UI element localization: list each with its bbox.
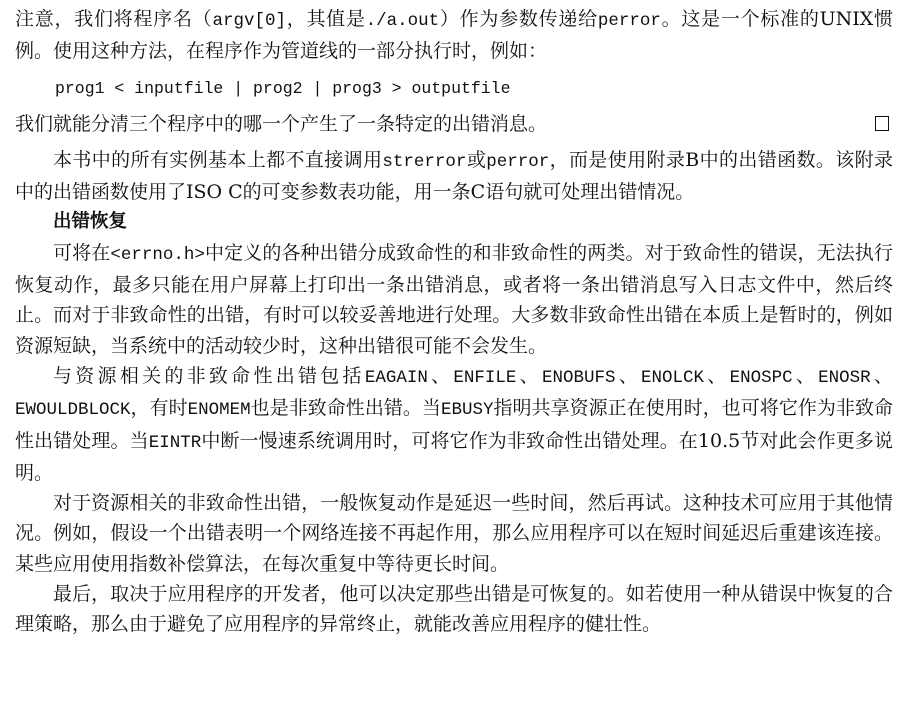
code-ebusy: EBUSY [440,400,494,421]
text-run: 或 [466,148,487,171]
code-enolck: ENOLCK [641,367,705,388]
code-perror: perror [597,11,661,31]
separator: 、 [704,364,730,387]
code-strerror: strerror [382,151,467,172]
separator: 、 [615,364,641,387]
code-enfile: ENFILE [453,367,517,388]
code-a-out: ./a.out [365,11,440,31]
section-heading-error-recovery: 出错恢复 [53,211,128,233]
code-eintr: EINTR [148,432,202,453]
text-run: 。这是一个标准的UNIX惯例。使用这种方法，在程序作为管道线的一部分执行时，例如： [15,8,893,63]
paragraph-robustness: 最后，取决于应用程序的开发者，他可以决定那些出错是可恢复的。如若使用一种从错误中恢复的合理策略，那么由于避免了应用程序的异常终止，就能改善应用程序的健壮性。 [15,583,893,636]
separator: 、 [427,364,454,387]
code-eagain: EAGAIN [364,367,428,388]
text-run: 中定义的各种出错分成致命性的和非致命性的两类。对于致命性的错误，无法执行恢复动作，最多只能在用户屏幕上打印出一条出错消息，或者将一条出错消息写入日志文件中，然后终止。而对于非致命性的出错，有时可以较妥善地进行处理。大多数非致命性出错在本质上是暂时的，例如资源短缺，当系统中的活动较少时，这种出错很可能不会发生。 [15,241,893,357]
paragraph-perror-convention [15,4,893,67]
code-enospc: ENOSPC [729,367,793,388]
code-enobufs: ENOBUFS [541,367,616,388]
separator: 、 [516,364,542,387]
text-run: 可将在 [53,241,111,264]
text-run: 中断一慢速系统调用时，可将它作为非致命性出错处理。在10.5节对此会作更多说明。 [15,429,893,484]
paragraph-fatal-nonfatal [15,238,893,361]
separator: 、 [792,364,819,387]
paragraph-resource-errors [15,361,893,488]
book-page [15,0,893,719]
text-run: 也是非致命性出错。当 [250,397,441,420]
text-run: ，有时 [130,397,188,420]
text-run: 指明共享资源正在使用时，也可将它作为非致命性出错处理。当 [15,397,893,452]
end-of-example-square-icon [875,116,889,131]
code-argv0: argv[0] [212,11,286,31]
text-run: ，而是使用附录B中的出错函数。该附录中的出错函数使用了ISO C的可变参数表功能，用一条C语句就可处理出错情况。 [15,148,893,204]
paragraph-retry-strategy: 对于资源相关的非致命性出错，一般恢复动作是延迟一些时间，然后再试。这种技术可应用于其他情况。例如，假设一个出错表明一个网络连接不再起作用，那么应用程序可以在短时间延迟后重建该连接。某些应用使用指数补偿算法，在每次重复中等待更长时间。 [15,492,893,575]
text-run: ，其值是 [285,8,366,30]
paragraph-error-functions [15,145,893,208]
text-run: 我们就能分清三个程序中的哪一个产生了一条特定的出错消息。 [15,112,548,135]
text-run: 本书中的所有实例基本上都不直接调用 [53,148,383,171]
separator: 、 [870,364,893,387]
code-errno-h: <errno.h> [110,244,205,265]
code-enosr: ENOSR [818,367,871,388]
code-perror: perror [486,151,550,172]
text-run: ）作为参数传递给 [439,8,598,30]
code-enomem: ENOMEM [187,400,251,421]
code-ewouldblock: EWOULDBLOCK [15,400,131,421]
text-run: 注意，我们将程序名（ [15,8,213,30]
paragraph-distinguish-programs [15,109,893,139]
text-run: 与资源相关的非致命性出错包括 [53,364,365,387]
pipeline-example: prog1 < inputfile | prog2 | prog3 > outputfile [55,78,511,98]
